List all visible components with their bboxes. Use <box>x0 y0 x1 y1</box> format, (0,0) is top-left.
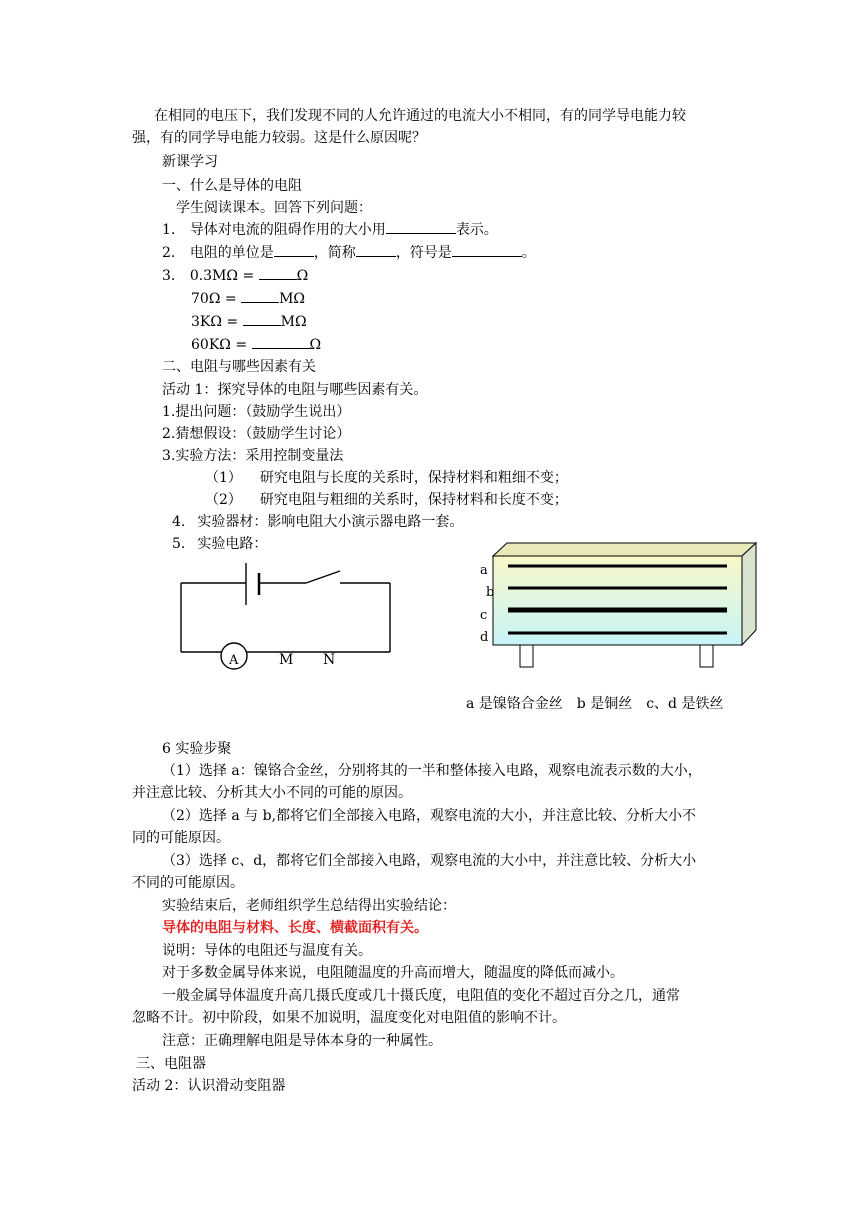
step-circuit-text: 实验电路： <box>197 536 268 552</box>
new-lesson-heading: 新课学习 <box>162 154 218 170</box>
conversion-blank[interactable] <box>252 334 310 349</box>
board-left-leg <box>520 645 533 667</box>
conversion-unit: MΩ <box>279 291 306 307</box>
question-2 <box>162 242 536 264</box>
question-2-blank-short[interactable] <box>356 242 396 257</box>
question-1-number: 1. <box>162 222 176 238</box>
step-1-line-1: （1）选择 a：镍铬合金丝，分别将其的一半和整体接入电路，观察电流表示数的大小， <box>162 763 702 779</box>
wire-label-b: b <box>486 585 495 600</box>
steps-title: 6 实验步聚 <box>162 741 232 757</box>
step-3-line-2: 不同的可能原因。 <box>132 875 244 891</box>
wire-label-d: d <box>480 630 489 645</box>
question-3-row-1 <box>162 265 308 287</box>
section1-heading: 一、什么是导体的电阻 <box>162 178 302 194</box>
step-equipment-text: 实验器材：影响电阻大小演示器电路一套。 <box>197 514 464 530</box>
question-2-mid2: ，符号是 <box>395 245 452 261</box>
question-3-row-4 <box>191 334 321 356</box>
method-item-2-text: 研究电阻与粗细的关系时，保持材料和长度不变； <box>259 492 568 508</box>
question-3-row-3 <box>191 311 307 333</box>
question-1-text: 导体对电流的阻碍作用的大小用 <box>189 222 386 238</box>
board-top-face <box>493 543 756 556</box>
method-item-1-number: （1） <box>205 470 242 486</box>
conversion-left: 60KΩ = <box>191 337 248 353</box>
wire-label-a: a <box>480 563 488 578</box>
section2-heading: 二、电阻与哪些因素有关 <box>162 359 316 375</box>
summary-line: 实验结束后，老师组织学生总结得出实验结论： <box>162 898 456 914</box>
question-2-blank-symbol[interactable] <box>452 242 522 257</box>
section1-prompt: 学生阅读课本。回答下列问题： <box>176 200 372 216</box>
method-item-2-number: （2） <box>205 492 242 508</box>
conversion-blank[interactable] <box>243 311 281 326</box>
question-1 <box>162 219 498 241</box>
step-equipment <box>172 511 463 533</box>
question-2-blank-unit[interactable] <box>274 242 314 257</box>
method-item-1 <box>205 467 568 489</box>
step-method: 3.实验方法：采用控制变量法 <box>162 448 344 464</box>
board-right-leg <box>700 645 713 667</box>
question-1-suffix: 表示。 <box>455 222 498 238</box>
question-2-text: 电阻的单位是 <box>189 245 274 261</box>
note-temperature: 说明：导体的电阻还与温度有关。 <box>162 943 372 959</box>
conversion-left: 70Ω = <box>191 291 237 307</box>
intro-line-2: 强，有的同学导电能力较弱。这是什么原因呢？ <box>132 130 426 146</box>
question-2-number: 2. <box>162 245 176 261</box>
step-equipment-number: 4. <box>172 514 186 530</box>
step-hypothesis: 2.猜想假设：（鼓励学生讨论） <box>162 426 351 442</box>
question-3-number: 3. <box>162 268 176 284</box>
step-1-line-2: 并注意比较、分析其大小不同的可能的原因。 <box>132 785 412 801</box>
terminal-n-label: N <box>323 652 336 668</box>
terminal-m-label: M <box>279 652 294 668</box>
step-2-line-2: 同的可能原因。 <box>132 830 230 846</box>
method-item-1-text: 研究电阻与长度的关系时，保持材料和粗细不变； <box>259 470 568 486</box>
activity-1: 活动 1：探究导体的电阻与哪些因素有关。 <box>162 382 428 398</box>
conversion-blank[interactable] <box>259 265 297 280</box>
conclusion-highlight: 导体的电阻与材料、长度、横截面积有关。 <box>162 920 428 936</box>
board-side-face <box>742 543 756 645</box>
question-1-blank[interactable] <box>386 219 456 234</box>
section3-heading: 三、电阻器 <box>136 1056 206 1072</box>
question-3-row-2 <box>191 288 305 310</box>
note-ignore-line-1: 一般金属导体温度升高几摄氏度或几十摄氏度，电阻值的变化不超过百分之几，通常 <box>162 988 680 1004</box>
note-metal-conductors: 对于多数金属导体来说，电阻随温度的升高而增大，随温度的降低而减小。 <box>162 965 624 981</box>
step-2-line-1: （2）选择 a 与 b,都将它们全部接入电路，观察电流的大小，并注意比较、分析大小不 <box>162 808 697 824</box>
conversion-left: 0.3MΩ = <box>189 268 255 284</box>
attention-note: 注意：正确理解电阻是导体本身的一种属性。 <box>162 1033 442 1049</box>
question-2-suffix: 。 <box>521 245 536 261</box>
activity-2: 活动 2：认识滑动变阻器 <box>132 1078 286 1094</box>
note-ignore-line-2: 忽略不计。初中阶段，如果不加说明，温度变化对电阻值的影响不计。 <box>132 1010 566 1026</box>
wire-label-c: c <box>480 608 488 623</box>
conversion-unit: Ω <box>309 337 322 353</box>
method-item-2 <box>205 489 568 511</box>
board-caption: a 是镍铬合金丝 b 是铜丝 c、d 是铁丝 <box>466 696 724 712</box>
conversion-left: 3KΩ = <box>191 314 239 330</box>
conversion-unit: MΩ <box>280 314 307 330</box>
step-circuit-number: 5. <box>172 536 186 552</box>
conversion-unit: Ω <box>296 268 309 284</box>
step-ask-question: 1.提出问题：（鼓励学生说出） <box>162 404 351 420</box>
intro-line-1: 在相同的电压下，我们发现不同的人允许通过的电流大小不相同，有的同学导电能力较 <box>154 108 686 124</box>
question-2-mid1: ，简称 <box>313 245 356 261</box>
resistance-demonstrator-board <box>0 540 860 670</box>
step-3-line-1: （3）选择 c、d，都将它们全部接入电路，观察电流的大小中，并注意比较、分析大小 <box>162 853 697 869</box>
ammeter-label: A <box>229 653 239 668</box>
conversion-blank[interactable] <box>241 288 279 303</box>
